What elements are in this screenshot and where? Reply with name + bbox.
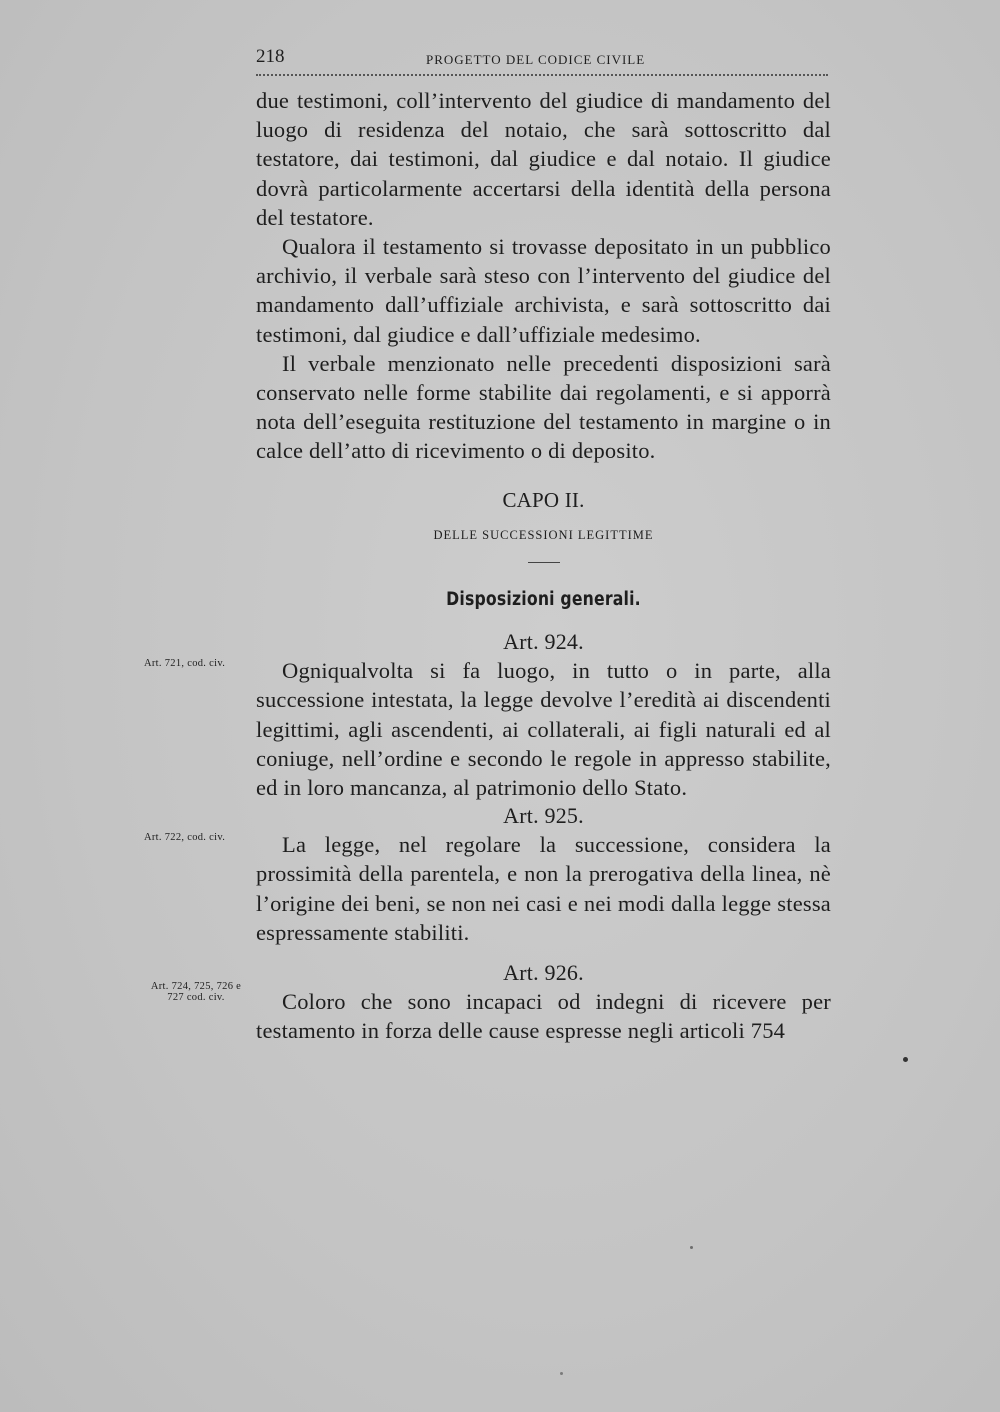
- article-926: [150, 959, 831, 1045]
- chapter-heading: CAPO II.: [502, 487, 585, 512]
- page-body: [144, 86, 831, 1045]
- page-header: [256, 44, 828, 76]
- paper-speck: [690, 1246, 693, 1249]
- paragraph: Il verbale menzionato nelle precedenti disposizioni sarà conservato nelle forme stabilite dai regolamenti, e si apporrà nota dell’eseguita restituzione del testamento in margine o in calce dell’atto di ricevimento o di deposito.: [256, 350, 831, 464]
- article-925: [144, 802, 831, 947]
- article-heading: Art. 924.: [503, 629, 584, 655]
- margin-note: Art. 721, cod. civ.: [144, 658, 226, 670]
- divider-rule: [528, 562, 560, 563]
- article-text: Ogniqualvolta si fa luogo, in tutto o in parte, alla successione intestata, la legge devolve l’eredità ai discendenti legittimi, agli ascendenti, ai collaterali, ai figli naturali ed al coniuge, nell’ordine e secondo le regole in appresso stabilite, ed in loro mancanza, al patrimonio dello Stato.: [256, 658, 831, 801]
- running-title: PROGETTO DEL CODICE CIVILE: [426, 52, 646, 67]
- article-heading: Art. 926.: [503, 960, 584, 986]
- article-heading: Art. 925.: [503, 803, 584, 829]
- paragraph: Qualora il testamento si trovasse depositato in un pubblico archivio, il verbale sarà steso con l’intervento del giudice del mandamento dall’uffiziale archivista, e sarà sottoscritto dai testimoni, dal giudice e dall’uffiziale medesimo.: [256, 234, 831, 347]
- article-text: La legge, nel regolare la successione, considera la prossimità della parentela, e non la prerogativa della linea, nè l’origine dei beni, se non nei casi e nei modi dalla legge stessa espressamente stabiliti.: [256, 832, 831, 945]
- section-heading: Disposizioni generali.: [446, 589, 641, 611]
- paper-speck: [560, 1372, 563, 1375]
- article-924: [144, 628, 831, 802]
- chapter-subtitle: DELLE SUCCESSIONI LEGITTIME: [433, 527, 654, 542]
- paragraph-continuation: due testimoni, coll’intervento del giudice di mandamento del luogo di residenza del notaio, che sarà sottoscritto dal testatore, dai testimoni, dal giudice e dal notaio. Il giudice dovrà particolarmente accertarsi della identità della persona del testatore.: [256, 88, 831, 230]
- margin-note: Art. 724, 725, 726 e 727 cod. civ.: [150, 981, 242, 1004]
- article-text: Coloro che sono incapaci od indegni di ricevere per testamento in forza delle cause espresse negli articoli 754: [256, 989, 831, 1044]
- paper-speck: [903, 1057, 908, 1062]
- page-number: 218: [256, 46, 285, 67]
- margin-note: Art. 722, cod. civ.: [144, 832, 226, 844]
